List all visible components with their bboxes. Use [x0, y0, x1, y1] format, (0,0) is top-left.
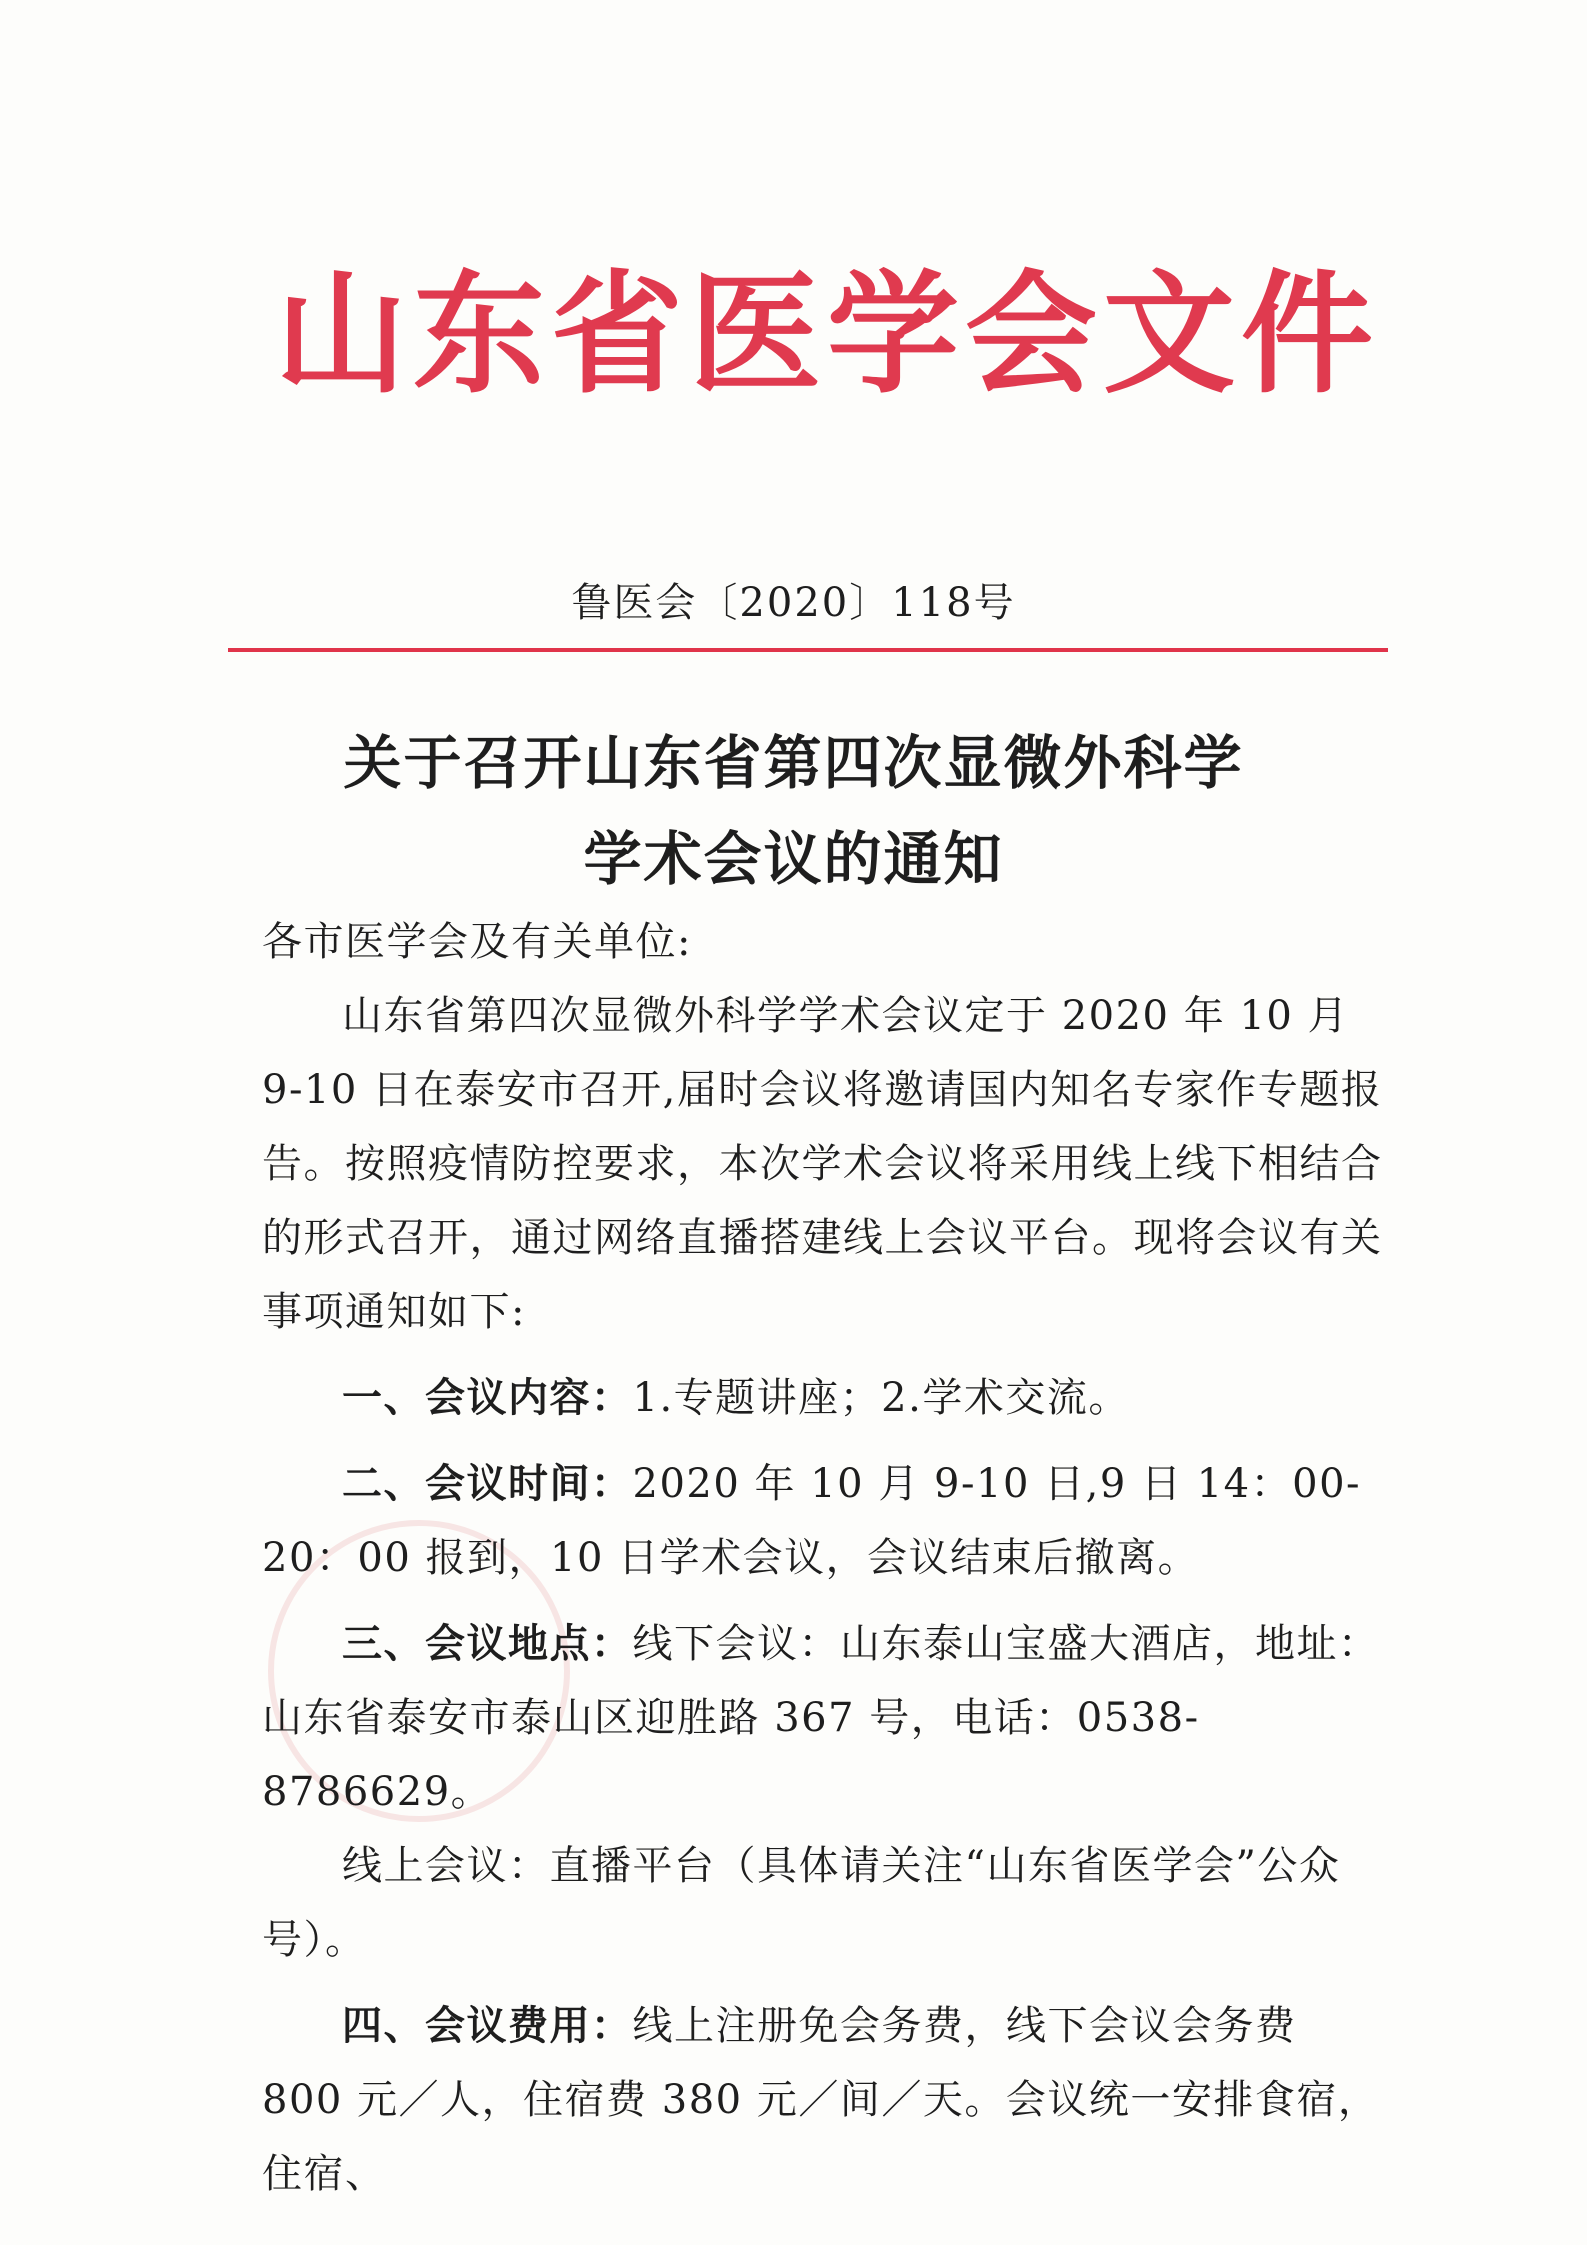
- notice-title: [0, 715, 1587, 907]
- section-label: 一、会议内容：: [342, 1374, 633, 1421]
- section-label: 二、会议时间：: [342, 1460, 633, 1507]
- section-text: 线下会议：山东泰山宝盛大酒店，地址：山东省泰安市泰山区迎胜路 367 号，电话：0538-8786629。: [262, 1621, 1380, 1815]
- section-text: 2020 年 10 月 9-10 日,9 日 14：00-20：00 报到，10 日学术会议，会议结束后撤离。: [262, 1461, 1362, 1581]
- salutation: 各市医学会及有关单位:: [262, 919, 692, 965]
- online-meeting-paragraph: 线上会议：直播平台（具体请关注“山东省医学会”公众号）。: [262, 1843, 1341, 1963]
- org-header-title: 山东省医学会文件: [275, 257, 1379, 412]
- notice-title-line-1: 关于召开山东省第四次显微外科学: [343, 729, 1244, 797]
- red-divider-line: [228, 648, 1388, 652]
- section-content: [262, 1361, 1384, 1435]
- section-location: [262, 1607, 1384, 1829]
- section-time: [262, 1447, 1384, 1595]
- intro-paragraph: 山东省第四次显微外科学学术会议定于 2020 年 10 月 9-10 日在泰安市召开,届时会议将邀请国内知名专家作专题报告。按照疫情防控要求，本次学术会议将采用线上线下相结合的形式召开，通过网络直播搭建线上会议平台。现将会议有关事项通知如下:: [262, 993, 1383, 1335]
- notice-title-line-2: 学术会议的通知: [583, 825, 1004, 893]
- section-text: 线上注册免会务费，线下会议会务费 800 元／人，住宿费 380 元／间／天。会议统一安排食宿，住宿、: [262, 2003, 1380, 2197]
- section-label: 四、会议费用：: [342, 2002, 633, 2049]
- section-label: 三、会议地点：: [342, 1620, 633, 1667]
- document-number: 鲁医会〔2020〕118号: [571, 580, 1016, 626]
- section-text: 1.专题讲座；2.学术交流。: [632, 1375, 1130, 1421]
- section-fee: [262, 1989, 1384, 2211]
- notice-body: [262, 905, 1384, 2211]
